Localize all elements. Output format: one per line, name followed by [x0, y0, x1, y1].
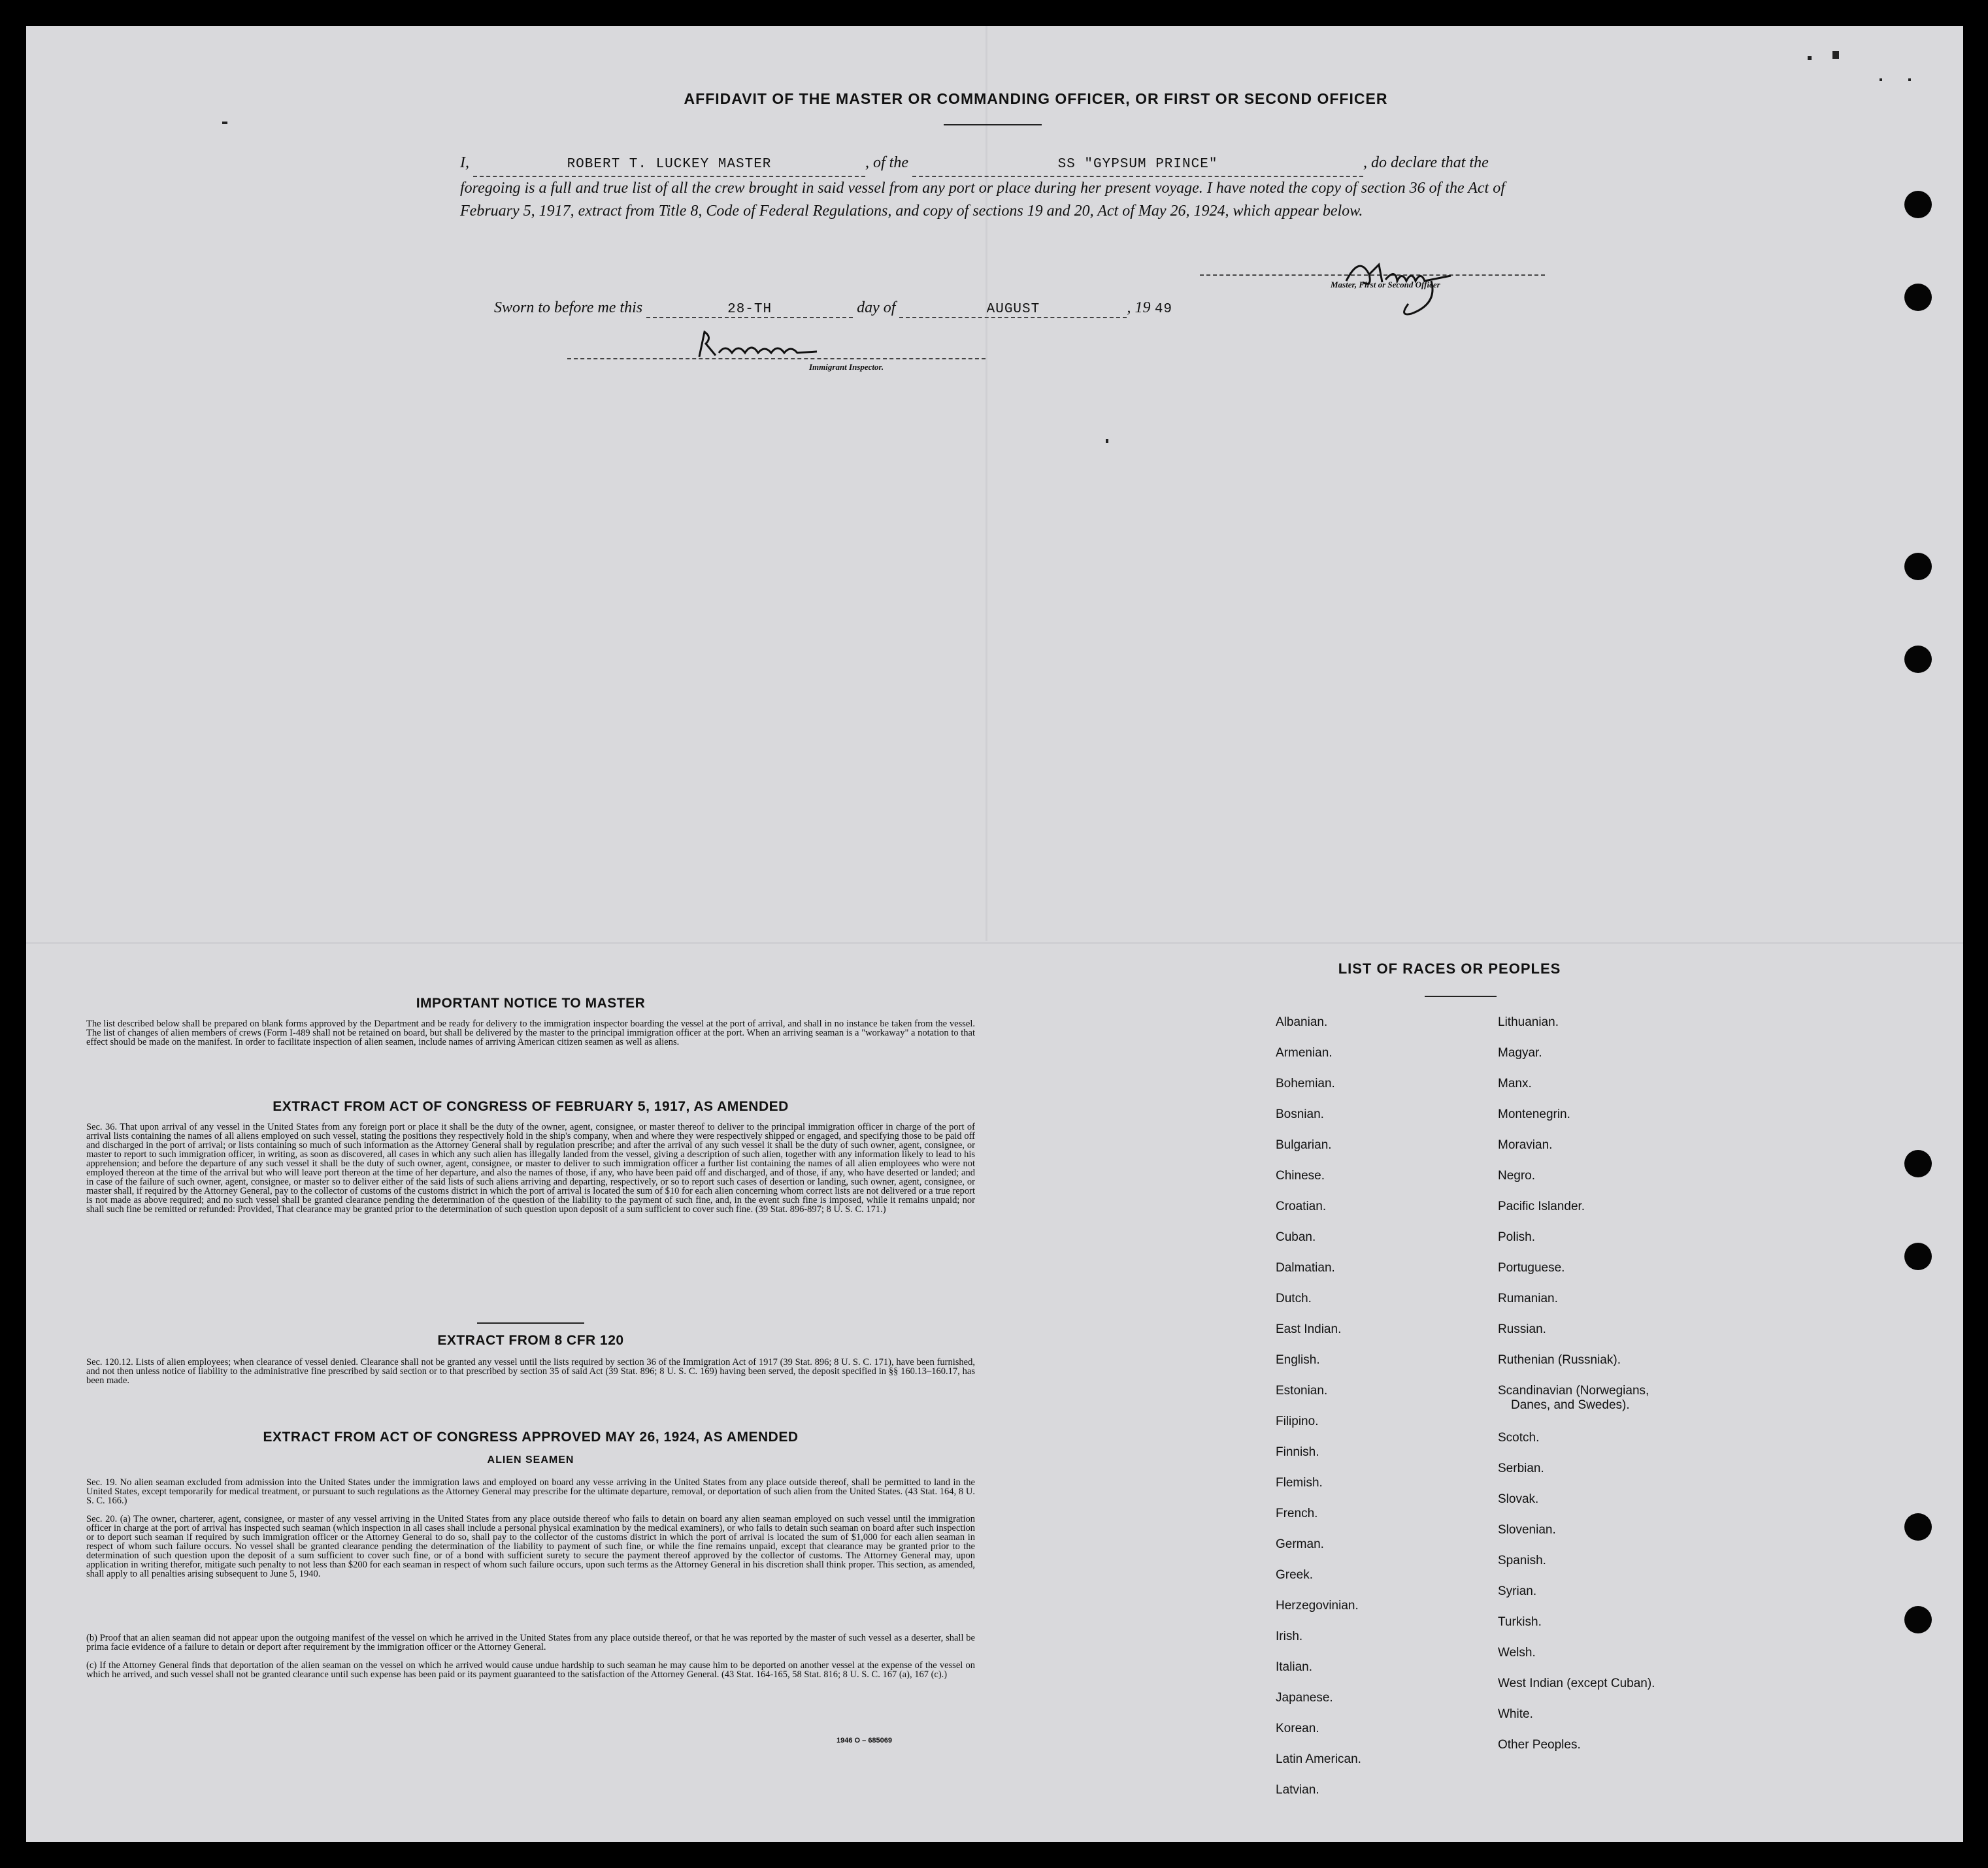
race-item: Pacific Islander.: [1498, 1200, 1585, 1213]
punch-hole: [1904, 1513, 1932, 1541]
race-item: Slovak.: [1498, 1492, 1539, 1506]
race-item: Portuguese.: [1498, 1261, 1565, 1275]
day-of-label: day of: [857, 299, 896, 316]
race-item: Bohemian.: [1276, 1077, 1335, 1090]
race-item: Latin American.: [1276, 1752, 1361, 1766]
scan-speck: [1908, 78, 1911, 81]
fold-crease-horizontal: [26, 942, 1963, 944]
scan-speck: [1106, 439, 1108, 443]
race-item: Italian.: [1276, 1660, 1312, 1674]
extract-1917-text: Sec. 36. That upon arrival of any vessel in the United States from any foreign port or place it shall be the duty of the owner, agent, consignee, or master thereof to deliver to the principal immigration officer in charge of the port of arrival lists containing the names of all aliens employed on such vessel, stating the positions they respectively hold in the ship's company, when and where they were respectively shipped or engaged, and specifying those to be paid off and discharged in the port of arrival; or lists containing so much of such information as the Attorney General shall by regulation prescribe; and after the arrival of any such vessel it shall be the duty of such owner, agent, consignee, or master to report to such immigration officer, in writing, as soon as discovered, all cases in which any such alien has illegally landed from the vessel, giving a description of such alien, together with any information likely to lead to his apprehension; and before the departure of any such vessel it shall be the duty of such owner, agent, consignee, or master to deliver to such immigration officer a further list containing the names of all alien employees who were not employed thereon at the time of the arrival but who will leave port thereon at the time of her departure, and also the names of those, if any, who have been paid off and discharged, and of those, if any, who have deserted or landed; and in case of the failure of such owner, agent, consignee, or master so to deliver either of the said lists of such aliens arriving and departing, respectively, or so to report such cases of desertion or landing, such owner, agent, consignee, or master shall, if required by the Attorney General, pay to the collector of customs of the customs district in which the port of arrival is located the sum of $10 for each alien concerning whom correct lists are not delivered or a true report is not made as above required; and no such vessel shall be granted clearance pending the determination of the question of the liability to the payment of such fine, and, in the event such fine is imposed, while it remains unpaid; nor shall such fine be remitted or refunded: Provided, That clearance may be granted prior to the determination of such question upon deposit of a sum sufficient to cover such fine. (39 Stat. 896-897; 8 U. S. C. 171.): [86, 1122, 975, 1215]
race-item: Korean.: [1276, 1722, 1319, 1735]
sworn-month-field: AUGUST: [899, 302, 1127, 318]
race-item: Bosnian.: [1276, 1107, 1324, 1121]
sworn-day-field: 28-TH: [646, 302, 853, 318]
races-title: LIST OF RACES OR PEOPLES: [1338, 960, 1561, 977]
race-item: Other Peoples.: [1498, 1738, 1581, 1752]
race-item: Irish.: [1276, 1630, 1303, 1643]
race-item: Cuban.: [1276, 1230, 1316, 1244]
race-item: Slovenian.: [1498, 1523, 1556, 1537]
year-prefix: , 19: [1127, 299, 1151, 316]
punch-hole: [1904, 1150, 1932, 1177]
race-item: French.: [1276, 1507, 1318, 1520]
sworn-prefix: Sworn to before me this: [494, 299, 643, 316]
race-item: Montenegrin.: [1498, 1107, 1570, 1121]
affidavit-declaration: [460, 152, 1532, 223]
race-item: Latvian.: [1276, 1783, 1319, 1797]
extract-1924-sec19: Sec. 19. No alien seaman excluded from admission into the United States under the immigration laws and employed on board any vesse arriving in the United States from any place outside thereof, shall be permitted to land in the United States, except temporarily for medical treatment, or pursuant to such regulations as the Attorney General may prescribe for the ultimate departure, removal, or deportation of such alien from the United States. (43 Stat. 164, 8 U. S. C. 166.): [86, 1477, 975, 1506]
master-signature-caption: Master, First or Second Officer: [1331, 280, 1440, 289]
race-item: Serbian.: [1498, 1462, 1544, 1475]
document-page: [26, 26, 1963, 1842]
race-item: Spanish.: [1498, 1554, 1546, 1567]
race-item: East Indian.: [1276, 1322, 1342, 1336]
inspector-caption: Immigrant Inspector.: [809, 362, 884, 372]
race-item: Armenian.: [1276, 1046, 1333, 1060]
race-item: Scandinavian (Norwegians,: [1498, 1384, 1649, 1398]
race-item: Manx.: [1498, 1077, 1532, 1090]
extract-cfr-text: Sec. 120.12. Lists of alien employees; when clearance of vessel denied. Clearance shall not be granted any vessel until the lists required by section 36 of the Immigration Act of 1917 (39 Stat. 896; 8 U. S. C. 171), have been furnished, and not then unless notice of liability to the administrative fine prescribed by said section or to that prescribed by section 35 of said Act (39 Stat. 896; 8 U. S. C. 169) having been served, the deposit specified in §§ 160.13–160.17, has been made.: [86, 1357, 975, 1386]
punch-hole: [1904, 553, 1932, 580]
race-item: Rumanian.: [1498, 1292, 1558, 1305]
extract-cfr-title: EXTRACT FROM 8 CFR 120: [437, 1333, 624, 1348]
scan-speck: [1808, 56, 1812, 60]
race-item: Greek.: [1276, 1568, 1314, 1582]
notice-title: IMPORTANT NOTICE TO MASTER: [416, 996, 646, 1011]
race-item: Bulgarian.: [1276, 1138, 1332, 1152]
affidavit-lead: I,: [460, 154, 469, 171]
master-name-field: ROBERT T. LUCKEY MASTER: [473, 153, 865, 177]
punch-hole: [1904, 191, 1932, 218]
race-item: Finnish.: [1276, 1445, 1319, 1459]
extract-1924-sec20a: Sec. 20. (a) The owner, charterer, agent, consignee, or master of any vessel arriving in the United States from any place outside thereof who fails to detain on board any alien seaman employed on such vessel until the immigration officer in charge at the port of arrival has inspected such seaman (which inspection in all cases shall include a personal physical examination by the medical examiners), or who fails to detain such seaman on board after such inspection or to deport such seaman if required by such immigration officer or the Attorney General to do so, shall pay to the collector of the customs district in which the port of arrival is located the sum of $1,000 for each alien seaman in respect of whom such failure occurs. No vessel shall be granted clearance pending the determination of the liability to payment of such fine, or while the fine remains unpaid, except that clearance may be granted prior to the determination of such question upon the deposit of a sum sufficient to cover such fine, or of a bond with sufficient surety to secure the payment thereof approved by the collector of customs. The Attorney General may, upon application in writing therefor, mitigate such penalty to not less than $200 for each seaman in respect of whom such failure occurs, upon such terms as the Attorney General in his discretion shall think proper. This section, as amended, shall apply to all penalties arising subsequent to June 5, 1940.: [86, 1514, 975, 1579]
race-item: Croatian.: [1276, 1200, 1327, 1213]
race-item: Moravian.: [1498, 1138, 1553, 1152]
notice-text: The list described below shall be prepared on blank forms approved by the Department and be ready for delivery to the immigration inspector boarding the vessel at the port of arrival, and shall in no instance be taken from the vessel. The list of changes of alien members of crews (Form I-489 shall not be retained on board, but shall be delivered by the master to the principal immigration officer at the port. When an arriving seaman is a "workaway" a notation to that effect should be made on the manifest. In order to facilitate inspection of alien seamen, include names of arriving American citizen seamen as well as aliens.: [86, 1019, 975, 1047]
race-item: Lithuanian.: [1498, 1015, 1559, 1029]
race-item: Turkish.: [1498, 1615, 1542, 1629]
punch-hole: [1904, 284, 1932, 311]
alien-seamen-subtitle: ALIEN SEAMEN: [487, 1454, 574, 1466]
race-item: Polish.: [1498, 1230, 1536, 1244]
do-declare-label: , do declare: [1363, 154, 1438, 171]
race-item: Syrian.: [1498, 1584, 1537, 1598]
scan-speck: [1880, 78, 1882, 81]
sworn-statement: [494, 299, 1317, 318]
race-item: Negro.: [1498, 1169, 1536, 1183]
race-item: Albanian.: [1276, 1015, 1328, 1029]
affidavit-title: AFFIDAVIT OF THE MASTER OR COMMANDING OFFICER, OR FIRST OR SECOND OFFICER: [684, 90, 1388, 107]
race-item: English.: [1276, 1353, 1320, 1367]
race-item: Scotch.: [1498, 1431, 1540, 1445]
punch-hole: [1904, 646, 1932, 673]
punch-hole: [1904, 1243, 1932, 1270]
punch-hole: [1904, 1606, 1932, 1633]
inspector-signature: [686, 324, 837, 363]
race-item: Filipino.: [1276, 1415, 1319, 1428]
declaration-body: that the foregoing is a full and true list of all the crew brought in said vessel from any port or place during her present voyage. I have noted the copy of section 36 of the Act of February 5, 1917, extract from Title 8, Code of Federal Regulations, and copy of sections 19 and 20, Act of May 26, 1924, which appear below.: [460, 154, 1505, 220]
title-underline: [944, 124, 1042, 125]
races-title-underline: [1425, 996, 1497, 997]
race-item: Welsh.: [1498, 1646, 1536, 1660]
race-item: West Indian (except Cuban).: [1498, 1677, 1655, 1690]
race-item: White.: [1498, 1707, 1533, 1721]
race-item: Herzegovinian.: [1276, 1599, 1359, 1613]
extract-1924-title: EXTRACT FROM ACT OF CONGRESS APPROVED MAY 26, 1924, AS AMENDED: [263, 1430, 799, 1445]
race-item: Dalmatian.: [1276, 1261, 1335, 1275]
section-divider: [477, 1322, 584, 1324]
race-item: Estonian.: [1276, 1384, 1328, 1398]
race-item: Flemish.: [1276, 1476, 1323, 1490]
scan-speck: [222, 122, 227, 124]
race-item: German.: [1276, 1537, 1324, 1551]
of-the-label: , of the: [865, 154, 908, 171]
race-item: Chinese.: [1276, 1169, 1325, 1183]
sworn-year-field: 49: [1154, 302, 1173, 317]
race-item: Russian.: [1498, 1322, 1546, 1336]
extract-1924-sec20b: (b) Proof that an alien seaman did not appear upon the outgoing manifest of the vessel on which he arrived in the United States from any place outside thereof, or that he was reported by the master of such vessel as a deserter, shall be prima facie evidence of a failure to detain or deport after requirement by the immigration officer or the Attorney General.: [86, 1633, 975, 1652]
race-item: Danes, and Swedes).: [1511, 1398, 1630, 1412]
race-item: Ruthenian (Russniak).: [1498, 1353, 1621, 1367]
extract-1917-title: EXTRACT FROM ACT OF CONGRESS OF FEBRUARY 5, 1917, AS AMENDED: [273, 1099, 789, 1114]
form-number: 1946 O – 685069: [837, 1737, 893, 1745]
scan-speck: [1832, 51, 1839, 59]
extract-1924-sec20c: (c) If the Attorney General finds that deportation of the alien seaman on the vessel on which he arrived would cause undue hardship to such seaman he may cause him to be deported on another vessel at the expense of the vessel on which he arrived, and such vessel shall not be granted clearance until such expense has been paid or its payment guaranteed to the satisfaction of the Attorney General. (43 Stat. 164-165, 58 Stat. 816; 8 U. S. C. 167 (a), 167 (c).): [86, 1660, 975, 1680]
race-item: Magyar.: [1498, 1046, 1542, 1060]
vessel-name-field: SS "GYPSUM PRINCE": [912, 153, 1363, 177]
race-item: Japanese.: [1276, 1691, 1333, 1705]
race-item: Dutch.: [1276, 1292, 1312, 1305]
